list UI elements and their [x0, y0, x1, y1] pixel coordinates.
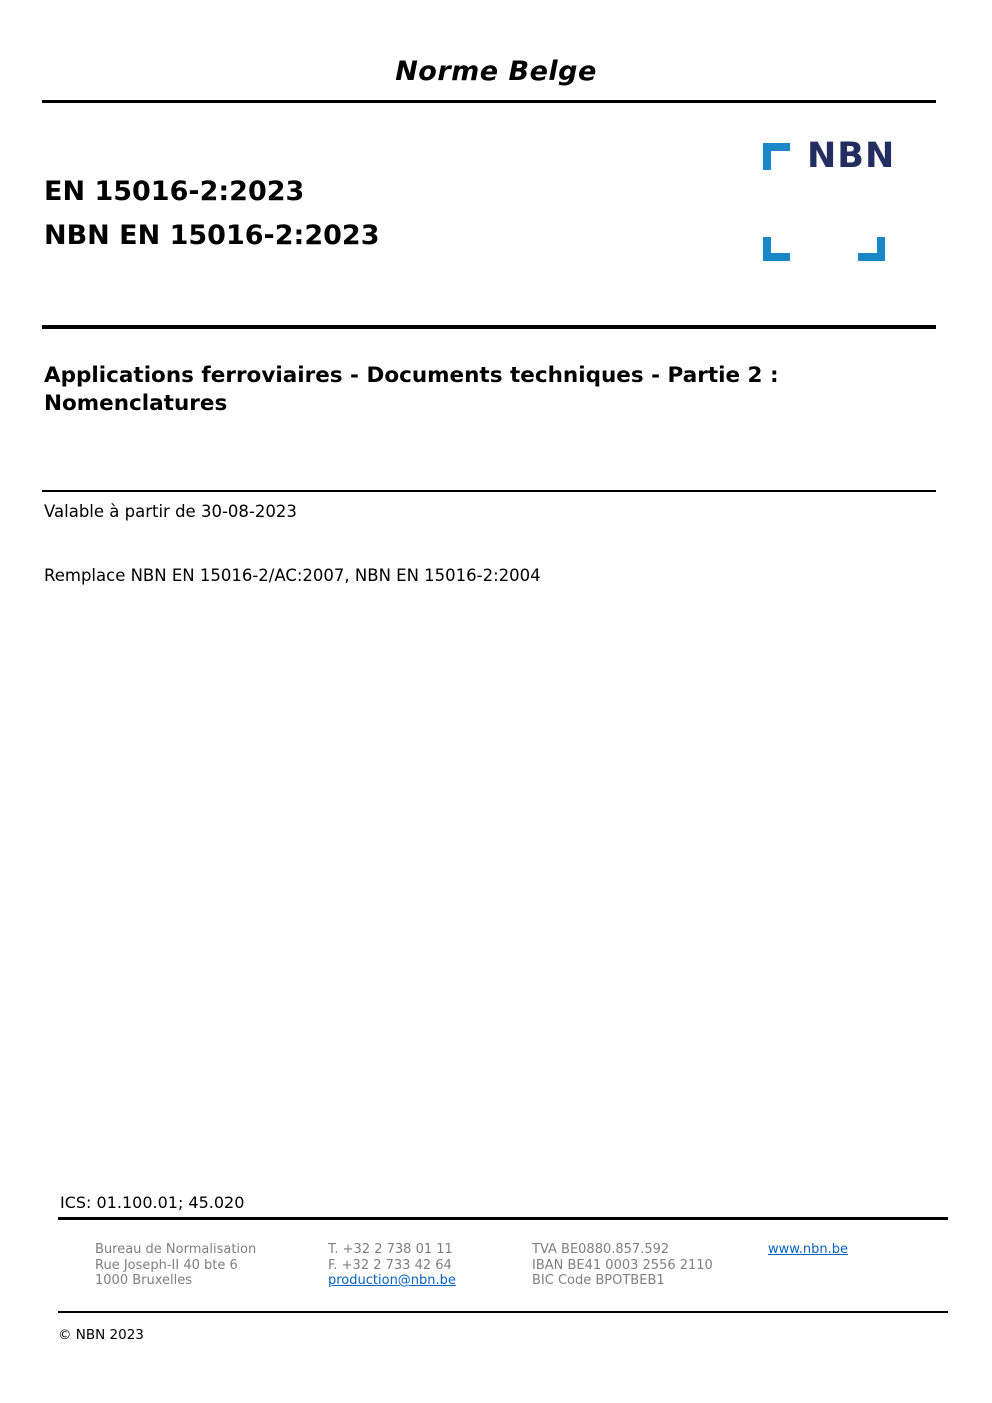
footer-email-link[interactable]: production@nbn.be — [328, 1273, 456, 1288]
footer-bank-column — [532, 1242, 713, 1289]
nbn-logo-text: NBN — [807, 136, 896, 176]
standard-code-nbn: NBN EN 15016-2:2023 — [44, 220, 380, 251]
document-subject-title-line1: Applications ferroviaires - Documents techniques - Partie 2 : — [44, 363, 779, 388]
footer-bic: BIC Code BPOTBEB1 — [532, 1273, 665, 1288]
nbn-logo — [763, 136, 896, 262]
valid-from-text: Valable à partir de 30-08-2023 — [44, 502, 297, 521]
document-subject-title — [44, 362, 924, 419]
divider-thick — [42, 325, 936, 329]
page-title: Norme Belge — [395, 56, 597, 87]
divider-top — [42, 100, 936, 103]
standard-code-en: EN 15016-2:2023 — [44, 176, 305, 207]
replaces-text: Remplace NBN EN 15016-2/AC:2007, NBN EN 15016-2:2004 — [44, 566, 541, 585]
footer-address-line: Bureau de Normalisation — [95, 1242, 257, 1257]
logo-corner-bracket-top-left-icon — [763, 143, 790, 170]
divider-copyright — [58, 1311, 948, 1313]
footer-address-line: 1000 Bruxelles — [95, 1273, 193, 1288]
divider-footer-top — [58, 1217, 948, 1220]
document-subject-title-line2: Nomenclatures — [44, 391, 228, 417]
footer-fax: F. +32 2 733 42 64 — [328, 1257, 452, 1273]
footer-web-column — [768, 1242, 848, 1258]
logo-corner-bracket-bottom-left-icon — [763, 237, 790, 261]
logo-corner-bracket-bottom-right-icon — [858, 237, 885, 261]
footer-address-line: Rue Joseph-II 40 bte 6 — [95, 1257, 238, 1273]
footer-tva: TVA BE0880.857.592 — [532, 1242, 670, 1257]
footer-iban: IBAN BE41 0003 2556 2110 — [532, 1257, 713, 1273]
ics-codes-text: ICS: 01.100.01; 45.020 — [60, 1193, 245, 1212]
divider-validity — [42, 490, 936, 492]
copyright-text: © NBN 2023 — [58, 1327, 144, 1343]
footer-contact-column — [328, 1242, 456, 1289]
footer-website-link[interactable]: www.nbn.be — [768, 1242, 848, 1257]
footer-phone: T. +32 2 738 01 11 — [328, 1242, 453, 1257]
footer-address-column — [95, 1242, 256, 1289]
